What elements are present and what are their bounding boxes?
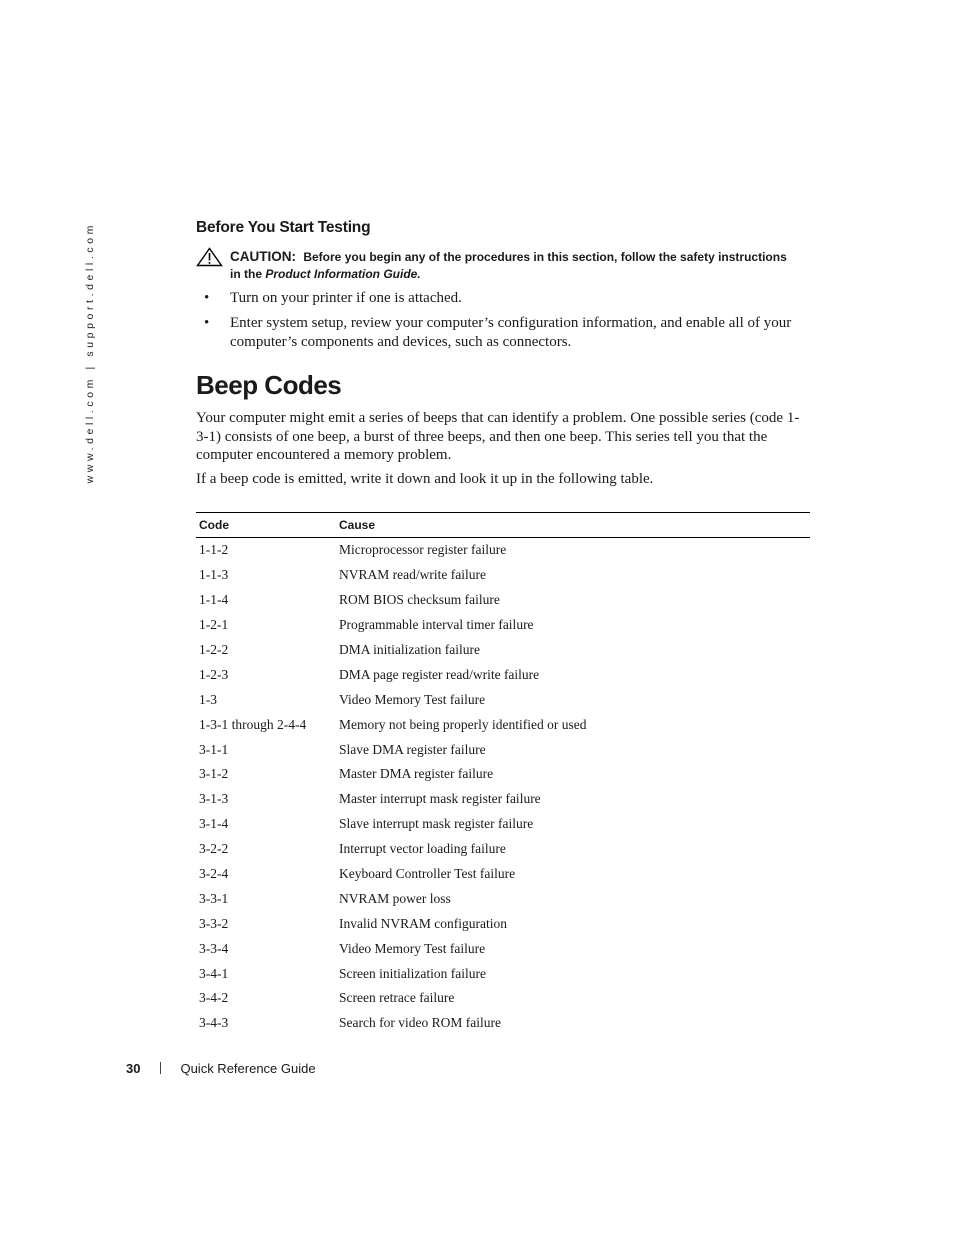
table-row xyxy=(196,862,810,887)
guide-name: Quick Reference Guide xyxy=(180,1061,316,1076)
table-cell-cause: Master interrupt mask register failure xyxy=(339,791,541,807)
table-cell-cause: DMA page register read/write failure xyxy=(339,666,540,682)
table-row xyxy=(196,961,810,986)
table-header-row xyxy=(196,513,810,538)
table-row xyxy=(196,812,810,837)
table-cell-cause: Video Memory Test failure xyxy=(339,940,486,956)
table-cell-code: 3-1-2 xyxy=(199,766,229,782)
table-cell-code: 1-2-2 xyxy=(199,642,229,657)
table-row xyxy=(196,638,810,663)
table-cell-code: 3-4-3 xyxy=(199,1015,229,1031)
table-row xyxy=(196,886,810,911)
footer-divider xyxy=(160,1062,161,1074)
table-cell-cause: Slave interrupt mask register failure xyxy=(339,816,534,832)
table-row xyxy=(196,588,810,613)
table-row xyxy=(196,787,810,812)
instruction-paragraph: If a beep code is emitted, write it down and look it up in the following table. xyxy=(196,471,654,487)
table-cell-code: 1-1-2 xyxy=(199,542,229,558)
table-cell-code: 3-4-1 xyxy=(199,965,229,981)
table-cell-cause: Invalid NVRAM configuration xyxy=(339,915,507,931)
table-cell-cause: NVRAM power loss xyxy=(339,890,451,906)
table-cell-cause: Screen initialization failure xyxy=(339,965,486,981)
table-cell-code: 1-1-4 xyxy=(199,592,229,608)
list-item xyxy=(196,314,816,352)
table-row xyxy=(196,936,810,961)
bullet-icon: • xyxy=(204,315,210,331)
beep-codes-table xyxy=(196,512,810,1036)
table-cell-code: 3-3-4 xyxy=(199,940,229,956)
table-cell-cause: DMA initialization failure xyxy=(339,642,480,657)
table-cell-code: 1-1-3 xyxy=(199,567,229,583)
guide-title-reference: Product Information Guide. xyxy=(265,267,421,281)
table-cell-cause: Interrupt vector loading failure xyxy=(339,841,506,857)
column-header-cause: Cause xyxy=(336,513,810,538)
table-cell-cause: Memory not being properly identified or used xyxy=(339,716,587,732)
table-cell-code: 1-3-1 through 2-4-4 xyxy=(199,716,307,732)
table-cell-code: 3-3-2 xyxy=(199,915,229,931)
table-cell-code: 3-2-4 xyxy=(199,866,229,882)
table-cell-cause: ROM BIOS checksum failure xyxy=(339,592,500,608)
page-footer xyxy=(126,1061,316,1076)
table-cell-cause: Master DMA register failure xyxy=(339,766,494,782)
table-cell-code: 3-1-4 xyxy=(199,816,229,832)
table-row xyxy=(196,986,810,1011)
column-header-code: Code xyxy=(196,513,336,538)
table-cell-cause: Keyboard Controller Test failure xyxy=(339,866,516,882)
table-cell-cause: Microprocessor register failure xyxy=(339,542,507,558)
table-cell-code: 3-2-2 xyxy=(199,841,229,857)
testing-checklist xyxy=(196,289,816,358)
section-heading-before-testing: Before You Start Testing xyxy=(196,219,371,236)
table-cell-code: 1-3 xyxy=(199,691,217,707)
caution-label: CAUTION: xyxy=(230,249,296,264)
table-row xyxy=(196,687,810,712)
intro-paragraph: Your computer might emit a series of beeps that can identify a problem. One possible series (code 1-3-1) consists of one beep, a burst of three beeps, and then one beep. This series tell you that the computer encountered a memory problem. xyxy=(196,410,800,463)
caution-text: Before you begin any of the procedures in this section, follow the safety instructions xyxy=(303,250,787,264)
table-cell-cause: NVRAM read/write failure xyxy=(339,567,486,583)
list-item-text: Turn on your printer if one is attached. xyxy=(230,290,462,306)
table-row xyxy=(196,712,810,737)
sidebar-url: www.dell.com | support.dell.com xyxy=(84,222,96,484)
caution-text-prefix: in the xyxy=(230,267,262,281)
table-cell-code: 3-3-1 xyxy=(199,890,229,906)
table-row xyxy=(196,911,810,936)
table-row xyxy=(196,662,810,687)
table-row xyxy=(196,737,810,762)
table-cell-code: 3-4-2 xyxy=(199,990,229,1006)
table-cell-cause: Screen retrace failure xyxy=(339,990,455,1006)
table-cell-cause: Programmable interval timer failure xyxy=(339,617,534,633)
table-cell-cause: Search for video ROM failure xyxy=(339,1015,501,1031)
bullet-icon: • xyxy=(204,290,210,306)
table-cell-cause: Slave DMA register failure xyxy=(339,741,486,757)
table-cell-cause: Video Memory Test failure xyxy=(339,691,486,707)
table-row xyxy=(196,538,810,563)
list-item xyxy=(196,289,816,308)
table-row xyxy=(196,762,810,787)
table-cell-code: 3-1-1 xyxy=(199,741,229,757)
table-cell-code: 1-2-1 xyxy=(199,617,229,633)
list-item-text: Enter system setup, review your computer’s configuration information, and enable all of your computer’s components and devices, such as connectors. xyxy=(230,315,792,350)
page-title: Beep Codes xyxy=(196,370,342,400)
page-number: 30 xyxy=(126,1061,141,1076)
table-cell-code: 3-1-3 xyxy=(199,791,229,807)
table-row xyxy=(196,613,810,638)
warning-triangle-icon xyxy=(196,247,223,272)
table-row xyxy=(196,1011,810,1036)
table-cell-code: 1-2-3 xyxy=(199,666,229,682)
table-row xyxy=(196,837,810,862)
table-row xyxy=(196,563,810,588)
